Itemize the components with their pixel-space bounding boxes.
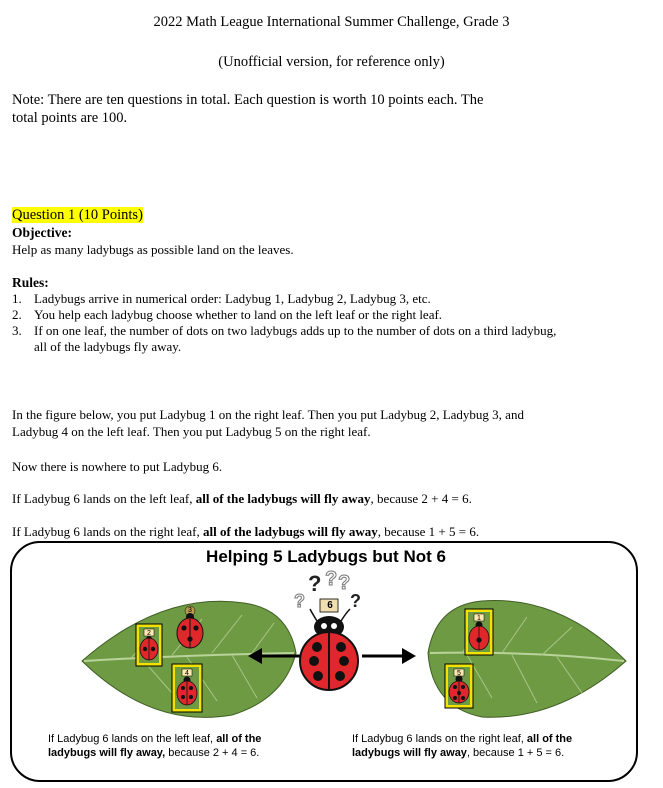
bug-number: 3 [188,607,192,614]
svg-text:?: ? [325,568,338,590]
note-line-1: Note: There are ten questions in total. Each question is worth 10 points each. The [12,92,484,108]
rules-list [12,291,592,355]
figure-title: Helping 5 Ladybugs but Not 6 [206,547,446,566]
center-card-number: 6 [327,600,333,611]
right-caption: If Ladybug 6 lands on the right leaf, all of the ladybugs will fly away, because 1 + 5 = 6. [352,733,573,759]
rule-item: 3. If on one leaf, the number of dots on two ladybugs adds up to the number of dots on a third ladybug, all of the ladybugs fly away. [12,323,557,354]
nowhere-paragraph: Now there is nowhere to put Ladybug 6. [12,459,223,474]
ladybug-figure [10,541,638,782]
objective-text: Help as many ladybugs as possible land on the leaves. [12,242,294,257]
svg-text:?: ? [308,571,322,596]
left-leaf-paragraph: If Ladybug 6 lands on the left leaf, all of the ladybugs will fly away, because 2 + 4 = 6. [12,491,472,506]
card-number: 5 [457,670,461,677]
rule-item: 2. You help each ladybug choose whether to land on the left leaf or the right leaf. [12,307,443,322]
question-heading-text: Question 1 (10 Points) [12,207,143,223]
left-caption: If Ladybug 6 lands on the left leaf, all of the ladybugs will fly away, because 2 + 4 = 6. [48,733,262,759]
card-number: 2 [147,630,151,637]
svg-text:?: ? [338,572,351,594]
ladybug-6 [294,568,361,690]
rules-label: Rules: [12,275,49,290]
card-number: 4 [185,670,189,677]
page-subtitle: (Unofficial version, for reference only) [218,54,445,70]
page-title: 2022 Math League International Summer Challenge, Grade 3 [153,14,510,30]
objective-label: Objective: [12,225,72,240]
card-number: 1 [477,615,481,622]
svg-text:?: ? [294,591,305,611]
svg-text:?: ? [350,591,361,611]
rule-item: 1. Ladybugs arrive in numerical order: Ladybug 1, Ladybug 2, Ladybug 3, etc. [12,291,431,306]
question-heading [12,207,143,224]
note-line-2: total points are 100. [12,110,128,126]
example-paragraph: In the figure below, you put Ladybug 1 on the right leaf. Then you put Ladybug 2, Ladybug 3, and Ladybug 4 on the left leaf. Then you put Ladybug 5 on the right leaf. [12,407,524,439]
right-leaf-paragraph: If Ladybug 6 lands on the right leaf, all of the ladybugs will fly away, because 1 + 5 = 6. [12,524,480,539]
